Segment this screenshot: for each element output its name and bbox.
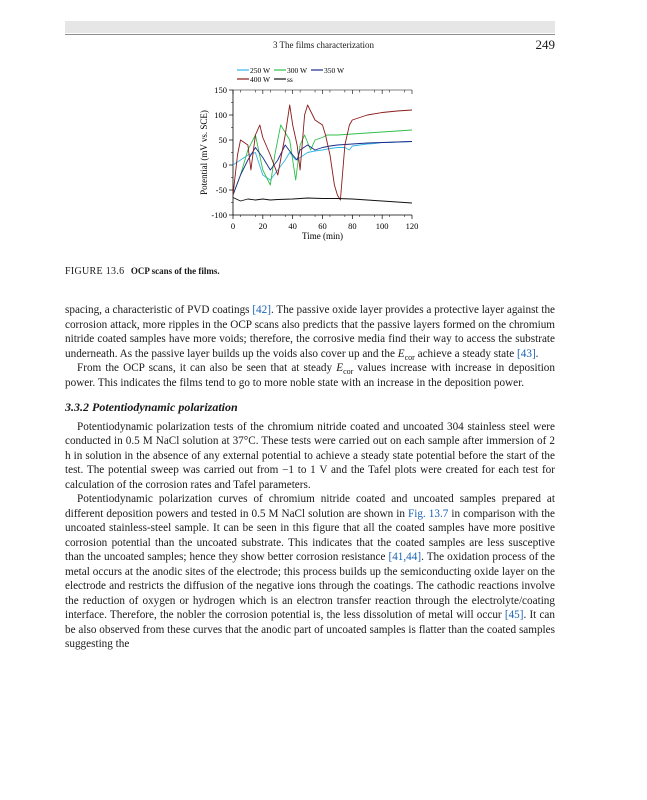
header-band [65, 21, 555, 33]
figure-caption-text: OCP scans of the films. [130, 266, 220, 276]
figure-caption [65, 266, 220, 277]
ocp-figure [195, 62, 435, 257]
x-tick-label: 20 [258, 221, 268, 231]
series-line-350w [233, 142, 412, 196]
paragraph-1: spacing, a characteristic of PVD coatings [42]. The passive oxide layer provides a protective layer against the corrosion attack, more ripples in the OCP scans also predicts that the passive layers formed on the chromium nitride coated samples have more voids; therefore, the corrosive media find their way to access the substrate underneath. As the passive layer builds up the voids also cover up and the $E_{cor}$ achieve a steady state [43]. [65, 304, 556, 362]
x-tick-label: 40 [288, 221, 297, 231]
citation-link[interactable]: [41,44] [388, 551, 422, 563]
paragraph-3: Potentiodynamic polarization tests of the chromium nitride coated and uncoated 304 stainless steel were conducted in 0.5 M NaCl solution at 37°C. These tests were carried out on each sample after immersion of 2 h in solution in the absence of any external potential to achieve a steady state potential before the start of the test. The potential sweep was carried out from −1 to 1 V and the Tafel plots were created for each test for calculation of the corrosion rates and Tafel parameters. [65, 420, 555, 491]
y-tick-label: 0 [222, 160, 227, 170]
running-head: 3 The films characterization [272, 40, 375, 50]
x-axis-label: Time (min) [302, 231, 343, 241]
series-line-300w [233, 125, 412, 195]
legend-entry: ss [287, 75, 293, 84]
x-tick-label: 0 [230, 221, 236, 231]
citation-link[interactable]: [43] [517, 347, 536, 360]
x-tick-label: 120 [405, 221, 419, 231]
series-line-400w [233, 105, 412, 200]
citation-link[interactable]: [45] [504, 609, 524, 621]
figure-caption-label: FIGURE 13.6 [65, 266, 125, 277]
x-tick-label: 100 [375, 221, 389, 231]
legend-entry: 300 W [287, 66, 308, 75]
series-line-ss [233, 198, 412, 204]
ocp-chart [195, 62, 435, 257]
y-tick-label: 50 [218, 135, 227, 145]
y-tick-label: 100 [214, 110, 227, 120]
y-tick-label: 150 [214, 85, 227, 95]
paragraph-4: Potentiodynamic polarization curves of chromium nitride coated and uncoated samples prepared at different deposition powers and tested in 0.5 M NaCl solution are shown in Fig. 13.7 in comparison with the uncoated stainless-steel sample. It can be seen in this figure that all the coated samples have more positive corrosion potential than the uncoated substrate. This indicates that the coated samples are less susceptive than the uncoated samples; hence they show better corrosion resistance [41,44]. The oxidation process of the metal occurs at the anodic sites of the electrode; this process builds up the semiconducting oxide layer on the electrode and restricts the diffusion of the negative ions through the coatings. The cathodic reactions involve the reduction of oxygen or hydrogen which is an electron transfer reaction through the electrolyte/coating interface. Therefore, the nobler the corrosion potential is, the less dissolution of metal will occur [45]. It can be also observed from these curves that the anodic part of uncoated samples is flatter than the coated samples suggesting the [65, 493, 555, 650]
y-tick-label: -100 [211, 210, 227, 220]
x-tick-label: 80 [348, 221, 357, 231]
legend-entry: 250 W [250, 66, 271, 75]
legend-entry: 350 W [324, 66, 345, 75]
figure-link[interactable]: Fig. 13.7 [407, 507, 449, 520]
body-text [65, 303, 555, 652]
paragraph-2: From the OCP scans, it can also be seen that at steady $E_{cor}$ values increase with increase in deposition power. This indicates the films tend to go to more noble state with an increase in the deposition power. [65, 362, 555, 389]
citation-link[interactable]: [42] [252, 304, 271, 316]
header-rule [65, 34, 555, 35]
section-heading: 3.3.2 Potentiodynamic polarization [65, 400, 238, 414]
y-tick-label: -50 [215, 185, 227, 195]
y-axis-label: Potential (mV vs. SCE) [199, 110, 209, 195]
x-tick-label: 60 [318, 221, 327, 231]
legend-entry: 400 W [250, 75, 271, 84]
page-number: 249 [535, 37, 555, 52]
